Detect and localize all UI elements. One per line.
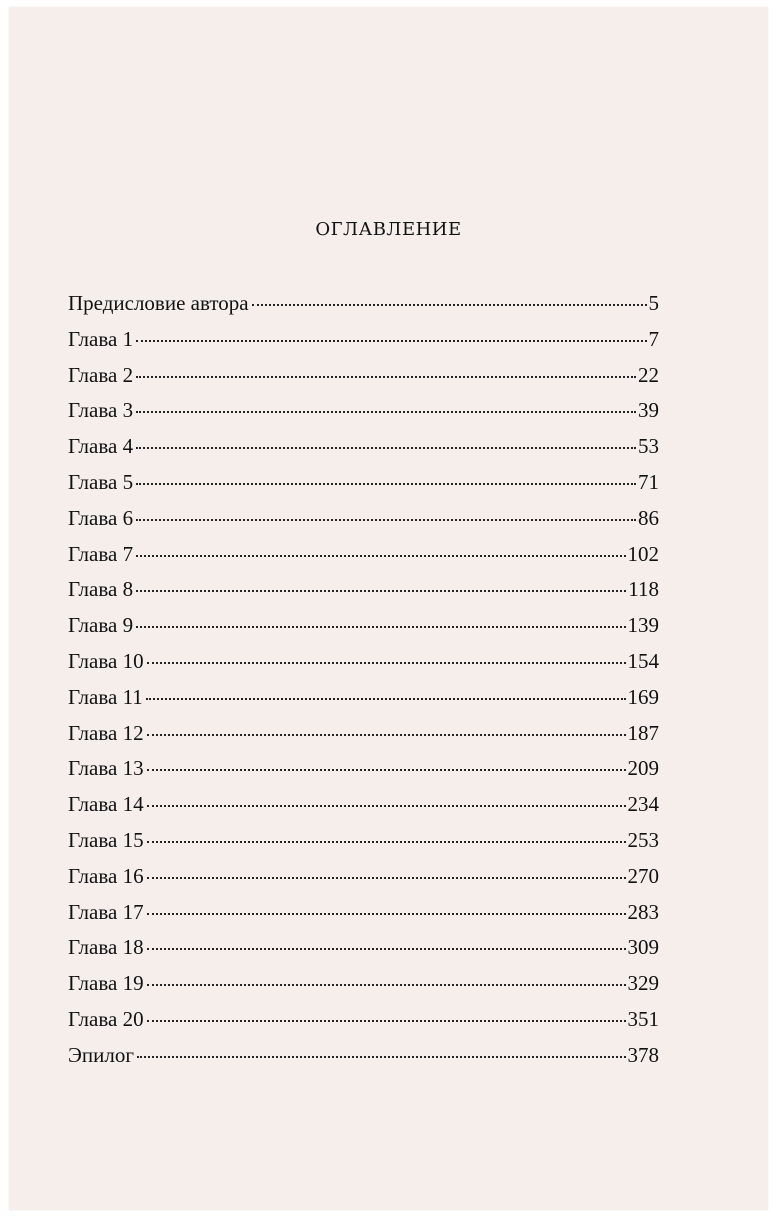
- toc-entry: [68, 327, 659, 363]
- toc-entry-label: Глава 17: [68, 899, 144, 924]
- toc-entry-page: 7: [648, 326, 659, 351]
- dot-leader: [136, 447, 636, 449]
- toc-entry-label: Предисловие автора: [68, 291, 249, 315]
- toc-entry-label: Глава 9: [68, 613, 134, 638]
- toc-entry-page: 139: [627, 613, 659, 638]
- toc-entry-label: Глава 4: [68, 434, 134, 459]
- toc-entry-page: 253: [627, 827, 659, 852]
- toc-entry-page: 187: [627, 720, 659, 745]
- toc-entry: [68, 828, 659, 864]
- toc-entry-label: Глава 6: [68, 505, 134, 530]
- toc-entry-page: 53: [638, 434, 659, 459]
- dot-leader: [136, 376, 636, 378]
- toc-entry: [68, 649, 659, 685]
- toc-entry-label: Глава 20: [68, 1006, 144, 1031]
- dot-leader: [146, 698, 626, 700]
- page-title: оглавление: [315, 212, 462, 241]
- dot-leader: [147, 877, 626, 879]
- dot-leader: [136, 340, 646, 342]
- toc-entry: [68, 935, 659, 971]
- toc-entry-page: 86: [638, 505, 659, 530]
- toc-entry: [68, 470, 659, 506]
- dot-leader: [136, 411, 636, 413]
- table-of-contents: [68, 291, 659, 1079]
- dot-leader: [147, 913, 626, 915]
- toc-entry-page: 5: [648, 291, 659, 315]
- toc-entry-page: 102: [627, 541, 659, 566]
- toc-entry-label: Глава 19: [68, 971, 144, 996]
- toc-entry-label: Глава 7: [68, 541, 134, 566]
- toc-entry: [68, 685, 659, 721]
- toc-entry-label: Глава 14: [68, 792, 144, 817]
- dot-leader: [147, 734, 626, 736]
- toc-entry-label: Глава 1: [68, 326, 134, 351]
- dot-leader: [136, 626, 625, 628]
- toc-entry: [68, 542, 659, 578]
- toc-entry-label: Глава 11: [68, 684, 143, 709]
- toc-entry-page: 39: [638, 398, 659, 423]
- toc-entry-page: 351: [627, 1006, 659, 1031]
- dot-leader: [136, 519, 636, 521]
- toc-entry: [68, 577, 659, 613]
- toc-entry: [68, 506, 659, 542]
- toc-entry-label: Глава 2: [68, 362, 134, 387]
- toc-entry: [68, 1007, 659, 1043]
- toc-entry: [68, 721, 659, 757]
- toc-entry: [68, 1043, 659, 1079]
- toc-entry-page: 329: [627, 971, 659, 996]
- toc-entry: [68, 613, 659, 649]
- toc-entry-label: Глава 15: [68, 827, 144, 852]
- toc-entry-label: Глава 16: [68, 863, 144, 888]
- toc-entry-label: Глава 13: [68, 756, 144, 781]
- toc-entry-label: Глава 5: [68, 469, 134, 494]
- toc-entry-page: 22: [638, 362, 659, 387]
- dot-leader: [147, 1020, 626, 1022]
- dot-leader: [136, 590, 626, 592]
- toc-entry: [68, 363, 659, 399]
- dot-leader: [136, 483, 636, 485]
- book-page: [9, 7, 768, 1210]
- toc-entry-page: 209: [627, 756, 659, 781]
- dot-leader: [147, 984, 626, 986]
- toc-entry-label: Глава 12: [68, 720, 144, 745]
- toc-entry: [68, 398, 659, 434]
- toc-entry-page: 378: [627, 1042, 659, 1067]
- toc-entry-page: 309: [627, 935, 659, 960]
- toc-entry: [68, 900, 659, 936]
- toc-entry: [68, 291, 659, 327]
- toc-entry-label: Эпилог: [68, 1042, 134, 1067]
- toc-entry-page: 169: [627, 684, 659, 709]
- toc-entry: [68, 792, 659, 828]
- dot-leader: [252, 304, 647, 306]
- dot-leader: [147, 841, 626, 843]
- dot-leader: [147, 948, 626, 950]
- toc-entry-page: 154: [627, 648, 659, 673]
- toc-entry: [68, 971, 659, 1007]
- toc-entry-page: 283: [627, 899, 659, 924]
- toc-entry: [68, 864, 659, 900]
- toc-entry-page: 234: [627, 792, 659, 817]
- dot-leader: [147, 662, 626, 664]
- dot-leader: [136, 555, 625, 557]
- toc-entry-label: Глава 18: [68, 935, 144, 960]
- dot-leader: [147, 805, 626, 807]
- dot-leader: [137, 1056, 626, 1058]
- toc-entry: [68, 434, 659, 470]
- toc-entry-label: Глава 3: [68, 398, 134, 423]
- toc-entry-page: 118: [628, 577, 659, 602]
- toc-entry-page: 71: [638, 469, 659, 494]
- toc-entry-label: Глава 8: [68, 577, 134, 602]
- toc-entry-page: 270: [627, 863, 659, 888]
- toc-entry: [68, 756, 659, 792]
- toc-entry-label: Глава 10: [68, 648, 144, 673]
- dot-leader: [147, 769, 626, 771]
